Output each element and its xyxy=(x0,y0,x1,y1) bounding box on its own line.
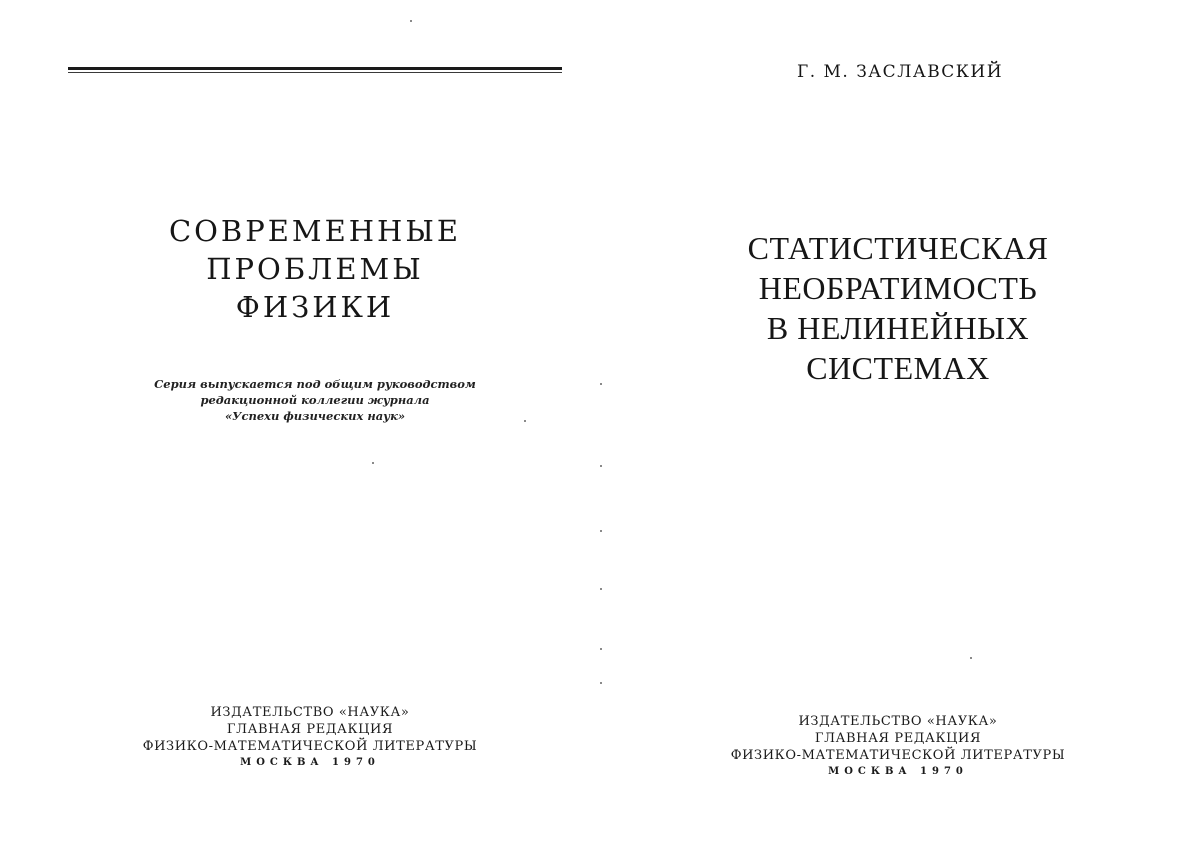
city-year: МОСКВА 1970 xyxy=(828,766,968,777)
book-title-line: СТАТИСТИЧЕСКАЯ xyxy=(747,230,1049,266)
series-title-line: ФИЗИКИ xyxy=(235,290,395,324)
imprint-line: ГЛАВНАЯ РЕДАКЦИЯ xyxy=(814,731,982,746)
series-title xyxy=(70,212,560,326)
scan-speck xyxy=(600,465,602,467)
scan-speck xyxy=(600,588,602,590)
author-name: Г. М. ЗАСЛАВСКИЙ xyxy=(796,62,1004,82)
scan-speck xyxy=(524,420,526,422)
series-note-line: «Успехи физических наук» xyxy=(224,409,406,423)
scan-speck xyxy=(600,530,602,532)
imprint-line: ИЗДАТЕЛЬСТВО «НАУКА» xyxy=(210,705,410,720)
book-title-line: В НЕЛИНЕЙНЫХ xyxy=(766,310,1030,346)
imprint-line: ФИЗИКО-МАТЕМАТИЧЕСКОЙ ЛИТЕРАТУРЫ xyxy=(730,748,1066,763)
publisher-imprint xyxy=(110,704,510,771)
header-rule-thick xyxy=(68,67,562,70)
series-note-line: редакционной коллегии журнала xyxy=(200,393,430,407)
imprint-line: ГЛАВНАЯ РЕДАКЦИЯ xyxy=(226,722,394,737)
scan-speck xyxy=(600,383,602,385)
book-title-line: СИСТЕМАХ xyxy=(806,350,990,386)
series-title-line: ПРОБЛЕМЫ xyxy=(206,252,424,286)
scan-speck xyxy=(410,20,412,22)
book-title xyxy=(670,228,1126,388)
series-note-line: Серия выпускается под общим руководством xyxy=(154,377,476,391)
city-year: МОСКВА 1970 xyxy=(240,757,380,768)
series-note xyxy=(100,376,530,424)
scan-speck xyxy=(600,682,602,684)
series-title-line: СОВРЕМЕННЫЕ xyxy=(168,214,462,248)
right-page xyxy=(600,0,1200,848)
publisher-imprint xyxy=(688,713,1108,780)
header-rule-thin xyxy=(68,72,562,73)
book-title-line: НЕОБРАТИМОСТЬ xyxy=(758,270,1038,306)
imprint-line: ИЗДАТЕЛЬСТВО «НАУКА» xyxy=(798,714,998,729)
scan-speck xyxy=(970,657,972,659)
scan-speck xyxy=(600,648,602,650)
scan-speck xyxy=(372,462,374,464)
imprint-line: ФИЗИКО-МАТЕМАТИЧЕСКОЙ ЛИТЕРАТУРЫ xyxy=(142,739,478,754)
